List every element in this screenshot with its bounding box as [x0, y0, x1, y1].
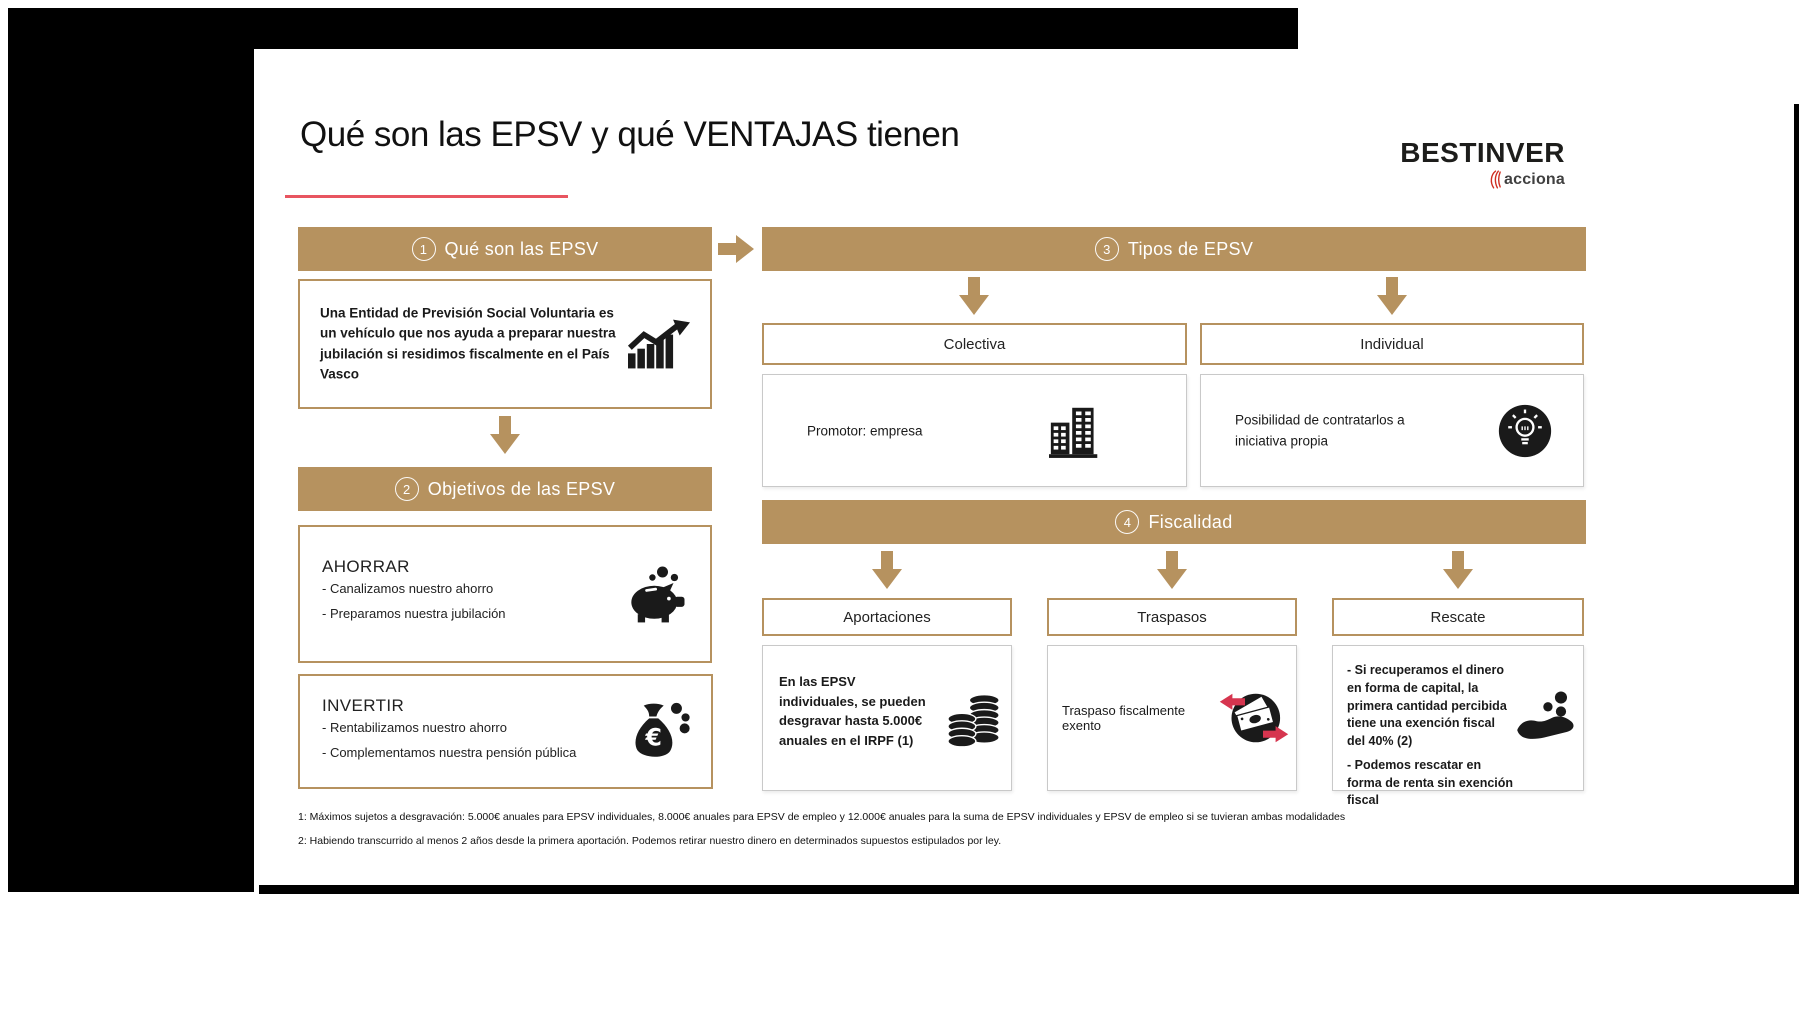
rescate-header-label: Rescate: [1430, 608, 1486, 626]
colectiva-header-box: [762, 323, 1187, 365]
title-underline: [285, 195, 568, 198]
invertir-bullet-2: - Complementamos nuestra pensión pública: [322, 744, 577, 760]
invertir-heading: INVERTIR: [322, 696, 405, 715]
section1-number-badge: 1: [412, 237, 436, 261]
flow-arrow-down-icon: [490, 416, 520, 454]
individual-content-box: [1200, 374, 1584, 487]
individual-content-text: Posibilidad de contratarlos a iniciativa propia: [1235, 411, 1405, 449]
aportaciones-content-text: En las EPSV individuales, se pueden desgravar hasta 5.000€ anuales en el IRPF (1): [779, 674, 926, 748]
section1-title: Qué son las EPSV: [444, 238, 599, 259]
individual-header-box: [1200, 323, 1584, 365]
invertir-bullet-1: - Rentabilizamos nuestro ahorro: [322, 720, 507, 735]
buildings-icon: [1049, 404, 1101, 458]
traspasos-content-box: [1047, 645, 1297, 791]
ahorrar-box: [298, 525, 712, 663]
section4-number-badge: 4: [1115, 510, 1139, 534]
aportaciones-header-label: Aportaciones: [843, 608, 931, 626]
growth-chart-icon: [628, 320, 690, 369]
section3-number-badge: 3: [1095, 237, 1119, 261]
brand-subbrand: [1305, 170, 1565, 189]
acciona-leaf-icon: [1489, 170, 1502, 189]
section3-header-bar: [762, 227, 1586, 271]
section2-header-bar: [298, 467, 712, 511]
black-backdrop-left: [8, 8, 254, 892]
invertir-box: [298, 674, 713, 789]
section2-number-badge: 2: [395, 477, 419, 501]
rescate-bullet-1: - Si recuperamos el dinero en forma de capital, la primera cantidad percibida tiene una exención fiscal del 40% (2): [1347, 663, 1507, 748]
slide-page: [254, 95, 1794, 885]
colectiva-content-text: Promotor: empresa: [807, 423, 923, 438]
traspasos-content-text: Traspaso fiscalmente exento: [1062, 703, 1186, 733]
colectiva-content-box: [762, 374, 1187, 487]
section2-title: Objetivos de las EPSV: [427, 478, 616, 499]
footnote-1: 1: Máximos sujetos a desgravación: 5.000€ anuales para EPSV individuales, 8.000€ anuales para EPSV de empleo y 12.000€ anuales para la suma de EPSV individuales y EPSV de empleo si se tuvieran ambas modalidades: [298, 811, 1346, 823]
flow-arrow-right-icon: [718, 235, 754, 263]
flow-arrow-down-icon: [1377, 277, 1407, 315]
piggy-bank-icon: [624, 566, 690, 623]
section3-title: Tipos de EPSV: [1127, 238, 1254, 259]
brand-logo: [1305, 139, 1565, 189]
section1-header-bar: [298, 227, 712, 271]
section1-description-text: Una Entidad de Previsión Social Voluntaria es un vehículo que nos ayuda a preparar nuestra jubilación si residimos fiscalmente en el País Vasco: [320, 305, 616, 382]
ahorrar-bullet-2: - Preparamos nuestra jubilación: [322, 605, 506, 621]
svg-text:€: €: [645, 723, 662, 752]
hand-coins-icon: [1516, 691, 1578, 745]
ahorrar-heading: AHORRAR: [322, 557, 410, 576]
brand-name: BESTINVER: [1400, 137, 1565, 168]
flow-arrow-down-icon: [1443, 551, 1473, 589]
ahorrar-text: [322, 557, 572, 626]
traspasos-header-box: [1047, 598, 1297, 636]
flow-arrow-down-icon: [872, 551, 902, 589]
money-transfer-icon: [1218, 689, 1290, 747]
rescate-bullet-2: - Podemos rescatar en forma de renta sin exención fiscal: [1347, 757, 1514, 808]
colectiva-header-label: Colectiva: [943, 335, 1006, 353]
section1-description-box: [298, 279, 712, 409]
page-title: Qué son las EPSV y qué VENTAJAS tienen: [300, 115, 960, 154]
brand-subbrand-label: acciona: [1504, 170, 1565, 188]
rescate-content-text: [1347, 662, 1515, 816]
section4-header-bar: [762, 500, 1586, 544]
flow-arrow-down-icon: [959, 277, 989, 315]
section4-title: Fiscalidad: [1148, 511, 1233, 532]
traspasos-header-label: Traspasos: [1137, 608, 1207, 626]
money-bag-icon: [631, 702, 691, 762]
aportaciones-content-box: [762, 645, 1012, 791]
individual-header-label: Individual: [1360, 335, 1424, 353]
ahorrar-bullet-1: - Canalizamos nuestro ahorro: [322, 581, 494, 596]
rescate-header-box: [1332, 598, 1584, 636]
rescate-content-box: [1332, 645, 1584, 808]
lightbulb-icon: [1497, 403, 1553, 459]
invertir-text: [322, 696, 582, 765]
coin-stacks-icon: [947, 689, 1001, 747]
footnote-2: 2: Habiendo transcurrido al menos 2 años desde la primera aportación. Podemos retirar nuestro dinero en determinados supuestos estipulados por ley.: [298, 835, 1002, 847]
aportaciones-header-box: [762, 598, 1012, 636]
flow-arrow-down-icon: [1157, 551, 1187, 589]
